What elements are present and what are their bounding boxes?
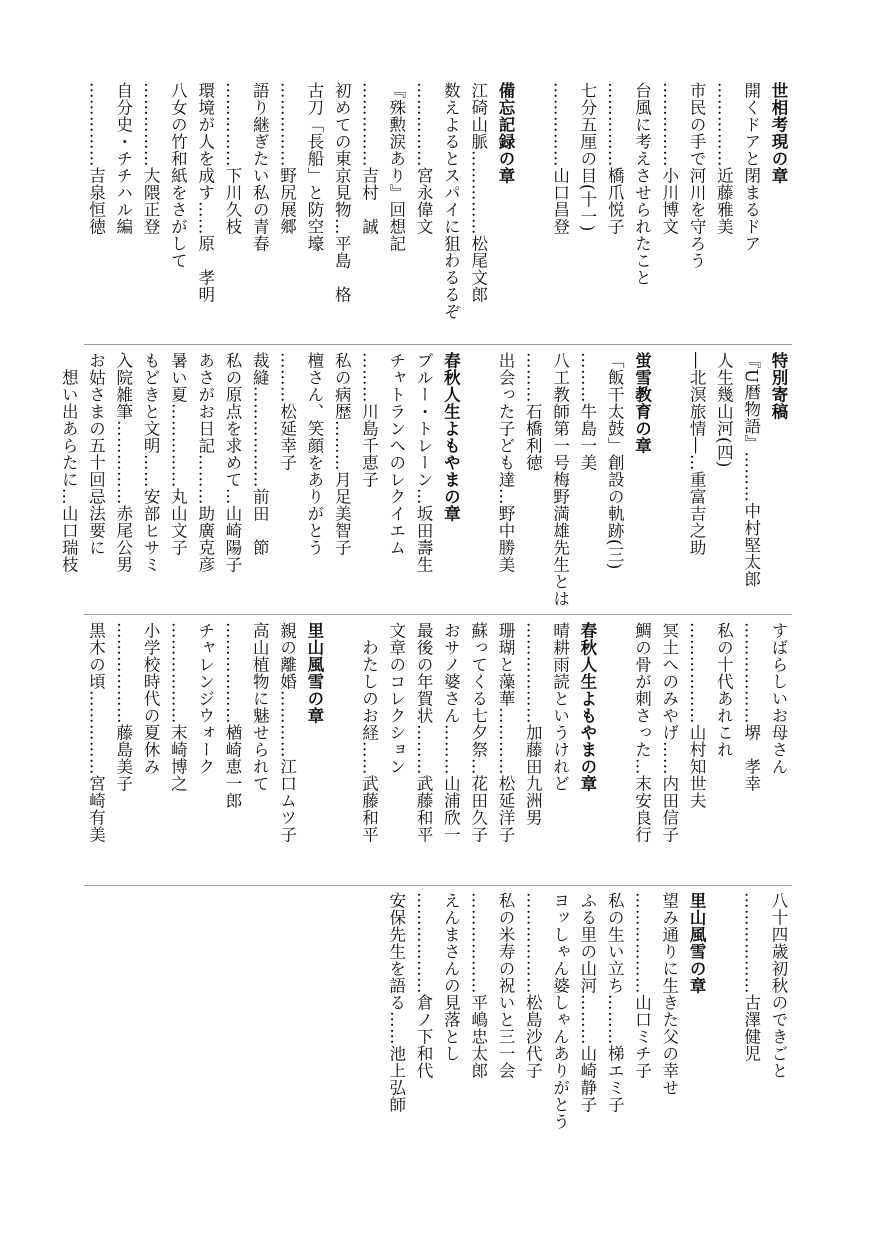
- author-line: ………………平嶋忠太郎: [468, 892, 488, 1079]
- toc-entry: 環境が人を成す……原 孝明: [195, 82, 215, 303]
- author-line: ………石橋利徳: [523, 352, 543, 471]
- toc-entry: 人生幾山河(四): [714, 352, 734, 468]
- toc-entry: チャレンジウォーク: [195, 622, 215, 775]
- section-heading: 里山風雪の章: [687, 892, 707, 994]
- toc-entry: えんまさんの見落とし: [441, 892, 461, 1062]
- toc-entry: 私の原点を求めて…山崎陽子: [223, 352, 242, 573]
- author-line: ……………下川久枝: [223, 82, 242, 235]
- toc-entry: ヨッしゃん婆しゃんありがとう: [550, 892, 570, 1130]
- author-line: ……………近藤雅美: [714, 82, 734, 235]
- toc-entry: チャトランへのレクイエム: [386, 352, 406, 556]
- toc-entry: 私の病歴………月足美智子: [332, 352, 352, 556]
- toc-entry: 開くドアと閉まるドア: [741, 82, 761, 252]
- column-spacer: [521, 82, 543, 342]
- toc-entry: お姑さまの五十回忌法要に: [86, 352, 106, 556]
- section-heading: 春秋人生よもやまの章: [577, 622, 597, 792]
- band-divider: [84, 885, 792, 886]
- author-line: ………………堺 孝幸: [741, 622, 761, 792]
- toc-entry: ブルー・トレーン…坂田壽生: [414, 352, 434, 573]
- author-line: わたしのお経……武藤和平: [359, 622, 379, 843]
- section-heading: 里山風雪の章: [304, 622, 324, 724]
- author-line: ………松延幸子: [277, 352, 297, 471]
- toc-entry: 望み通りに生きた父の幸せ: [659, 892, 679, 1096]
- author-line: ……………吉泉恒徳: [86, 82, 106, 235]
- toc-entry: 台風に考えさせられたこと: [632, 82, 652, 286]
- toc-entry: ふる里の山河………山崎静子: [577, 892, 597, 1113]
- author-line: ……………山口昌登: [550, 82, 570, 235]
- toc-entry: すばらしいお母さん: [769, 622, 788, 775]
- toc-entry: 八女の竹和紙をさがして: [168, 82, 188, 269]
- toc-entry: 初めての東京見物…平島 格: [332, 82, 352, 303]
- author-line: ……………吉村 誠: [359, 82, 379, 235]
- toc-band-2: [59, 352, 789, 610]
- author-line: ……………宮永偉文: [414, 82, 434, 235]
- toc-entry: 『殊勲涙あり』回想記: [386, 82, 406, 252]
- toc-entry: 私の十代あれこれ: [714, 622, 734, 758]
- toc-entry: 江碕山脈……………松尾文郎: [468, 82, 488, 303]
- column-spacer: [712, 892, 734, 1162]
- toc-entry: 私の米寿の祝いと三一会: [496, 892, 515, 1079]
- toc-entry: もどきと文明……安部ヒサミ: [141, 352, 161, 573]
- toc-entry: 市民の手で河川を守ろう: [687, 82, 707, 269]
- section-heading: 備忘記録の章: [496, 82, 515, 184]
- author-line: ………………楢崎恵一郎: [223, 622, 242, 809]
- toc-entry: 古刀「長船」と防空壕: [304, 82, 324, 252]
- toc-entry: 親の離婚…………江口ムツ子: [277, 622, 297, 843]
- section-heading: 世相考現の章: [769, 82, 788, 184]
- toc-entry: 八十四歳初秋のできごと: [769, 892, 788, 1079]
- section-heading: 特別寄稿: [769, 352, 788, 420]
- author-line: ………………松島沙代子: [523, 892, 543, 1079]
- toc-entry: ―北溟旅情―…重富吉之助: [687, 352, 707, 556]
- toc-entry: 裁縫………………前田 節: [250, 352, 270, 556]
- toc-entry: 暑い夏……………丸山文子: [168, 352, 188, 556]
- section-heading: 春秋人生よもやまの章: [441, 352, 461, 522]
- toc-band-1: [86, 82, 789, 342]
- toc-entry: 語り継ぎたい私の青春: [250, 82, 270, 252]
- band-divider: [84, 344, 792, 345]
- toc-band-4: [86, 892, 789, 1162]
- toc-entry: 小学校時代の夏休み: [141, 622, 161, 775]
- toc-entry: 最後の年賀状………武藤和平: [414, 622, 434, 843]
- toc-entry: 蘇ってくる七夕祭…花田久子: [468, 622, 488, 843]
- author-line: ……………野尻展郷: [277, 82, 297, 235]
- author-line: ……………大隈正登: [141, 82, 161, 235]
- toc-band-3: [86, 622, 789, 880]
- author-line: ……………小川博文: [659, 82, 679, 235]
- column-spacer: [467, 352, 489, 610]
- toc-entry: あさがお日記………助廣克彦: [195, 352, 215, 573]
- toc-entry: 想い出あらたに…山口瑞枝: [59, 352, 79, 573]
- toc-entry: おサノ婆さん………山浦欣一: [441, 622, 461, 843]
- toc-entry: 数えよるとスパイに狙わるるぞ: [441, 82, 461, 320]
- author-line: ………………末崎博之: [168, 622, 188, 792]
- toc-entry: 冥土へのみやげ……内田信子: [659, 622, 679, 843]
- toc-entry: 私の生い立ち………梯エミ子: [605, 892, 625, 1113]
- toc-entry: 出会った子ども達…野中勝美: [496, 352, 515, 573]
- toc-entry: 黒木の頃……………宮崎有美: [86, 622, 106, 843]
- toc-entry: 入院雑筆……………赤尾公男: [113, 352, 133, 573]
- band-divider: [84, 614, 792, 615]
- author-line: ………………加藤田九洲男: [523, 622, 543, 826]
- column-spacer: [603, 622, 625, 880]
- author-line: ………………山口ミチ子: [632, 892, 652, 1079]
- author-line: ………牛島一美: [577, 352, 597, 471]
- toc-entry: 『U暦物語』………中村堅太郎: [741, 352, 761, 588]
- toc-entry: 鯛の骨が刺さった…末安良行: [632, 622, 652, 843]
- author-line: ……………橋爪悦子: [605, 82, 625, 235]
- author-line: ………………古澤健児: [741, 892, 761, 1062]
- section-heading: 蛍雪教育の章: [632, 352, 652, 454]
- toc-entry: 安保先生を語る……池上弘師: [386, 892, 406, 1113]
- toc-entry: 八工教師第一号梅野満雄先生とは: [550, 352, 570, 607]
- toc-entry: 晴耕雨読というけれど: [550, 622, 570, 792]
- toc-entry: 文章のコレクション: [386, 622, 406, 775]
- column-spacer: [658, 352, 680, 610]
- toc-entry: 珊瑚と藻華…………松延洋子: [496, 622, 515, 843]
- author-line: ………………山村知世夫: [687, 622, 707, 809]
- toc-entry: 檀さん、笑顔をありがとう: [304, 352, 324, 556]
- toc-entry: 七分五厘の目(十一): [577, 82, 597, 232]
- column-spacer: [330, 622, 352, 880]
- toc-entry: 「飯干太鼓」創設の軌跡(三): [605, 352, 625, 570]
- author-line: ………………倉ノ下和代: [414, 892, 434, 1079]
- author-line: ………………藤島美子: [113, 622, 133, 792]
- toc-entry: 高山植物に魅せられて: [250, 622, 270, 792]
- author-line: ………川島千恵子: [359, 352, 379, 488]
- toc-entry: 自分史・チチハル編: [113, 82, 133, 235]
